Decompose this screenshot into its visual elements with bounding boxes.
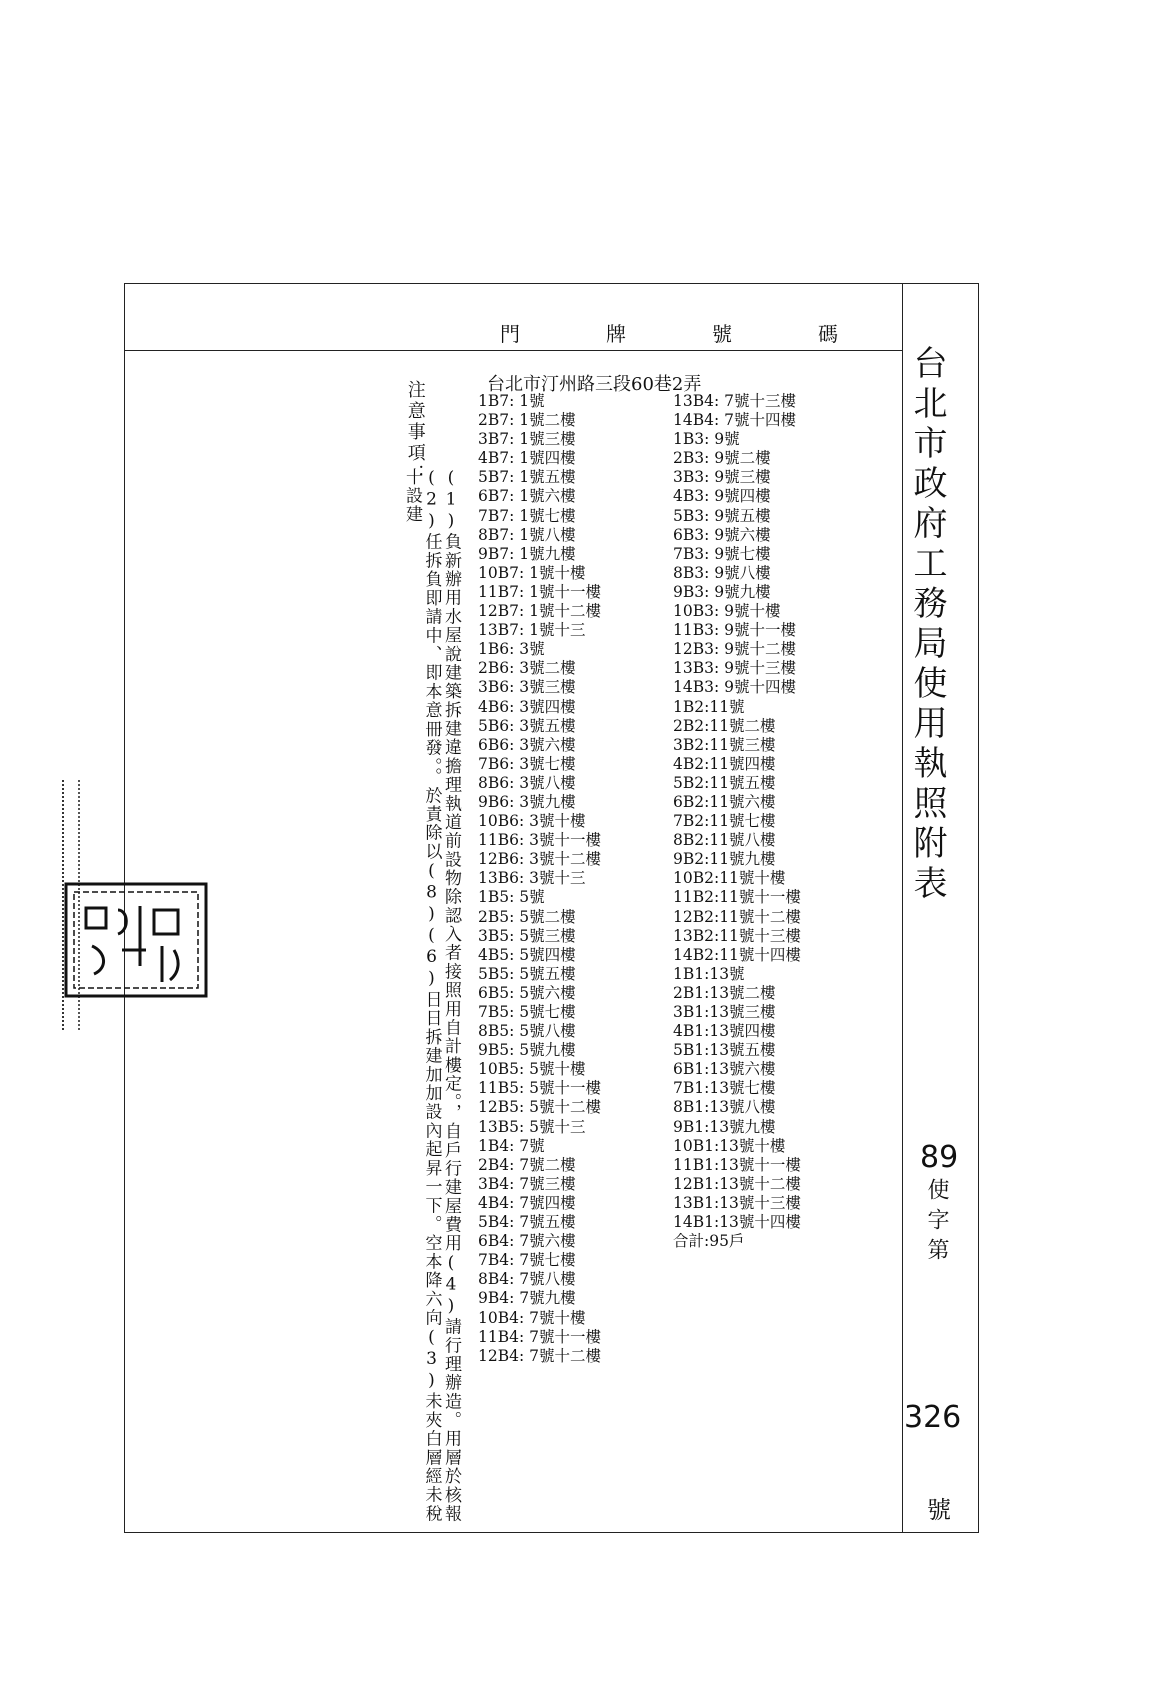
unit-entry: 4B6: 3號四樓 bbox=[478, 697, 576, 716]
unit-entry: 8B4: 7號八樓 bbox=[478, 1270, 576, 1289]
unit-entry: 2B1:13號二樓 bbox=[673, 983, 776, 1002]
notes-body: (1)負新辦用水屋說建築拆建違擔理執道前設物除認入者接照用自計樓定。，自戶行建屋費用(4)請行理辦造。用層於核報(2)任拆負即請中、即本意冊發。。於責除以(8)(6)日日拆建加加設內起昇一下。空本降六向(3)未夾白層經未稅十設建 bbox=[402, 468, 461, 1523]
unit-list-left bbox=[478, 392, 601, 1366]
official-seal-stamp bbox=[62, 880, 210, 1000]
unit-entry: 10B4: 7號十樓 bbox=[478, 1308, 586, 1327]
unit-entry: 13B6: 3號十三 bbox=[478, 869, 586, 888]
unit-entry: 1B3: 9號 bbox=[673, 430, 740, 449]
unit-entry: 4B7: 1號四樓 bbox=[478, 449, 576, 468]
unit-entry: 4B1:13號四樓 bbox=[673, 1022, 776, 1041]
unit-entry: 3B2:11號三樓 bbox=[673, 735, 776, 754]
unit-entry: 7B5: 5號七樓 bbox=[478, 1003, 576, 1021]
unit-entry: 9B5: 5號九樓 bbox=[478, 1041, 576, 1060]
unit-entry: 5B3: 9號五樓 bbox=[673, 506, 771, 525]
unit-entry: 3B1:13號三樓 bbox=[673, 1003, 776, 1021]
column-header bbox=[500, 318, 840, 347]
unit-entry: 13B4: 7號十三樓 bbox=[673, 392, 796, 410]
permit-number: 89 bbox=[920, 1140, 959, 1175]
document-title: 台北市政府工務局使用執照附表 bbox=[907, 345, 947, 905]
unit-entry: 4B2:11號四樓 bbox=[673, 754, 776, 773]
unit-entry: 12B2:11號十二樓 bbox=[673, 907, 801, 926]
unit-list-right bbox=[673, 392, 801, 1251]
permit-suffix: 號 bbox=[927, 1496, 951, 1524]
unit-entry: 6B6: 3號六樓 bbox=[478, 735, 576, 754]
unit-entry: 13B2:11號十三樓 bbox=[673, 926, 801, 945]
unit-entry: 5B2:11號五樓 bbox=[673, 773, 776, 792]
unit-entry: 10B1:13號十樓 bbox=[673, 1136, 786, 1155]
unit-entry: 2B4: 7號二樓 bbox=[478, 1155, 576, 1174]
unit-entry: 9B2:11號九樓 bbox=[673, 850, 776, 869]
unit-entry: 3B3: 9號三樓 bbox=[673, 468, 771, 487]
permit-serial: 326 bbox=[904, 1400, 962, 1435]
unit-entry: 5B6: 3號五樓 bbox=[478, 716, 576, 735]
unit-entry: 3B4: 7號三樓 bbox=[478, 1174, 576, 1193]
unit-entry: 12B1:13號十二樓 bbox=[673, 1174, 801, 1193]
unit-entry: 4B4: 7號四樓 bbox=[478, 1193, 576, 1212]
unit-entry: 4B3: 9號四樓 bbox=[673, 487, 771, 506]
unit-entry: 13B1:13號十三樓 bbox=[673, 1193, 801, 1212]
unit-entry: 7B6: 3號七樓 bbox=[478, 754, 576, 773]
unit-entry: 10B2:11號十樓 bbox=[673, 869, 786, 888]
unit-entry: 10B5: 5號十樓 bbox=[478, 1060, 586, 1079]
column-header-char: 號 bbox=[712, 322, 734, 346]
unit-entry: 1B5: 5號 bbox=[478, 888, 545, 907]
unit-entry: 5B1:13號五樓 bbox=[673, 1041, 776, 1060]
header-divider bbox=[124, 350, 902, 351]
address-heading: 台北市汀州路三段60巷2弄 bbox=[487, 374, 702, 395]
unit-entry: 2B2:11號二樓 bbox=[673, 716, 776, 735]
unit-entry: 6B7: 1號六樓 bbox=[478, 487, 576, 506]
unit-entry: 6B3: 9號六樓 bbox=[673, 525, 771, 544]
unit-entry: 10B3: 9號十樓 bbox=[673, 602, 781, 621]
unit-entry: 1B1:13號 bbox=[673, 964, 745, 983]
unit-entry: 12B3: 9號十二樓 bbox=[673, 640, 796, 659]
unit-entry: 9B7: 1號九樓 bbox=[478, 544, 576, 563]
unit-entry: 6B4: 7號六樓 bbox=[478, 1232, 576, 1251]
unit-entry: 7B3: 9號七樓 bbox=[673, 544, 771, 563]
right-column-divider bbox=[902, 283, 903, 1533]
unit-entry: 11B3: 9號十一樓 bbox=[673, 621, 796, 640]
unit-entry: 11B4: 7號十一樓 bbox=[478, 1327, 601, 1346]
unit-entry: 2B7: 1號二樓 bbox=[478, 411, 576, 430]
unit-entry: 1B7: 1號 bbox=[478, 392, 545, 410]
unit-entry: 6B5: 5號六樓 bbox=[478, 983, 576, 1002]
unit-entry: 11B1:13號十一樓 bbox=[673, 1155, 801, 1174]
unit-entry: 9B6: 3號九樓 bbox=[478, 792, 576, 811]
unit-entry: 7B4: 7號七樓 bbox=[478, 1251, 576, 1270]
unit-entry: 11B7: 1號十一樓 bbox=[478, 582, 601, 601]
unit-entry: 3B6: 3號三樓 bbox=[478, 678, 576, 697]
unit-entry: 13B5: 5號十三 bbox=[478, 1117, 586, 1136]
unit-entry: 11B5: 5號十一樓 bbox=[478, 1079, 601, 1098]
permit-type: 使字第 bbox=[924, 1178, 949, 1268]
unit-entry: 13B3: 9號十三樓 bbox=[673, 659, 796, 678]
unit-entry: 8B5: 5號八樓 bbox=[478, 1022, 576, 1041]
column-header-char: 門 bbox=[500, 322, 522, 346]
unit-entry: 7B1:13號七樓 bbox=[673, 1079, 776, 1098]
unit-entry: 9B1:13號九樓 bbox=[673, 1117, 776, 1136]
unit-entry: 2B6: 3號二樓 bbox=[478, 659, 576, 678]
unit-entry: 8B7: 1號八樓 bbox=[478, 525, 576, 544]
unit-entry: 8B1:13號八樓 bbox=[673, 1098, 776, 1117]
unit-entry: 6B2:11號六樓 bbox=[673, 792, 776, 811]
unit-entry: 11B6: 3號十一樓 bbox=[478, 831, 601, 850]
unit-entry: 9B3: 9號九樓 bbox=[673, 582, 771, 601]
unit-entry: 14B1:13號十四樓 bbox=[673, 1213, 801, 1232]
unit-entry: 14B4: 7號十四樓 bbox=[673, 411, 796, 430]
unit-entry: 12B6: 3號十二樓 bbox=[478, 850, 601, 869]
notes-heading: 注意事項： bbox=[404, 380, 426, 485]
unit-entry: 5B4: 7號五樓 bbox=[478, 1213, 576, 1232]
unit-entry: 5B5: 5號五樓 bbox=[478, 964, 576, 983]
unit-entry: 1B4: 7號 bbox=[478, 1136, 545, 1155]
unit-entry: 11B2:11號十一樓 bbox=[673, 888, 801, 907]
unit-entry: 10B7: 1號十樓 bbox=[478, 563, 586, 582]
unit-entry: 6B1:13號六樓 bbox=[673, 1060, 776, 1079]
unit-entry: 8B3: 9號八樓 bbox=[673, 563, 771, 582]
unit-entry: 10B6: 3號十樓 bbox=[478, 812, 586, 831]
unit-entry: 3B7: 1號三樓 bbox=[478, 430, 576, 449]
unit-entry: 合計:95戶 bbox=[673, 1232, 745, 1251]
unit-entry: 7B7: 1號七樓 bbox=[478, 506, 576, 525]
unit-entry: 3B5: 5號三樓 bbox=[478, 926, 576, 945]
unit-entry: 2B5: 5號二樓 bbox=[478, 907, 576, 926]
unit-entry: 8B2:11號八樓 bbox=[673, 831, 776, 850]
column-header-char: 碼 bbox=[818, 322, 840, 346]
unit-entry: 1B6: 3號 bbox=[478, 640, 545, 659]
unit-entry: 12B4: 7號十二樓 bbox=[478, 1346, 601, 1365]
unit-entry: 14B3: 9號十四樓 bbox=[673, 678, 796, 697]
unit-entry: 12B5: 5號十二樓 bbox=[478, 1098, 601, 1117]
unit-entry: 7B2:11號七樓 bbox=[673, 812, 776, 831]
unit-entry: 12B7: 1號十二樓 bbox=[478, 602, 601, 621]
unit-entry: 1B2:11號 bbox=[673, 697, 745, 716]
unit-entry: 4B5: 5號四樓 bbox=[478, 945, 576, 964]
unit-entry: 14B2:11號十四樓 bbox=[673, 945, 801, 964]
unit-entry: 2B3: 9號二樓 bbox=[673, 449, 771, 468]
unit-entry: 9B4: 7號九樓 bbox=[478, 1289, 576, 1308]
column-header-char: 牌 bbox=[606, 322, 628, 346]
unit-entry: 13B7: 1號十三 bbox=[478, 621, 586, 640]
unit-entry: 5B7: 1號五樓 bbox=[478, 468, 576, 487]
unit-entry: 8B6: 3號八樓 bbox=[478, 773, 576, 792]
